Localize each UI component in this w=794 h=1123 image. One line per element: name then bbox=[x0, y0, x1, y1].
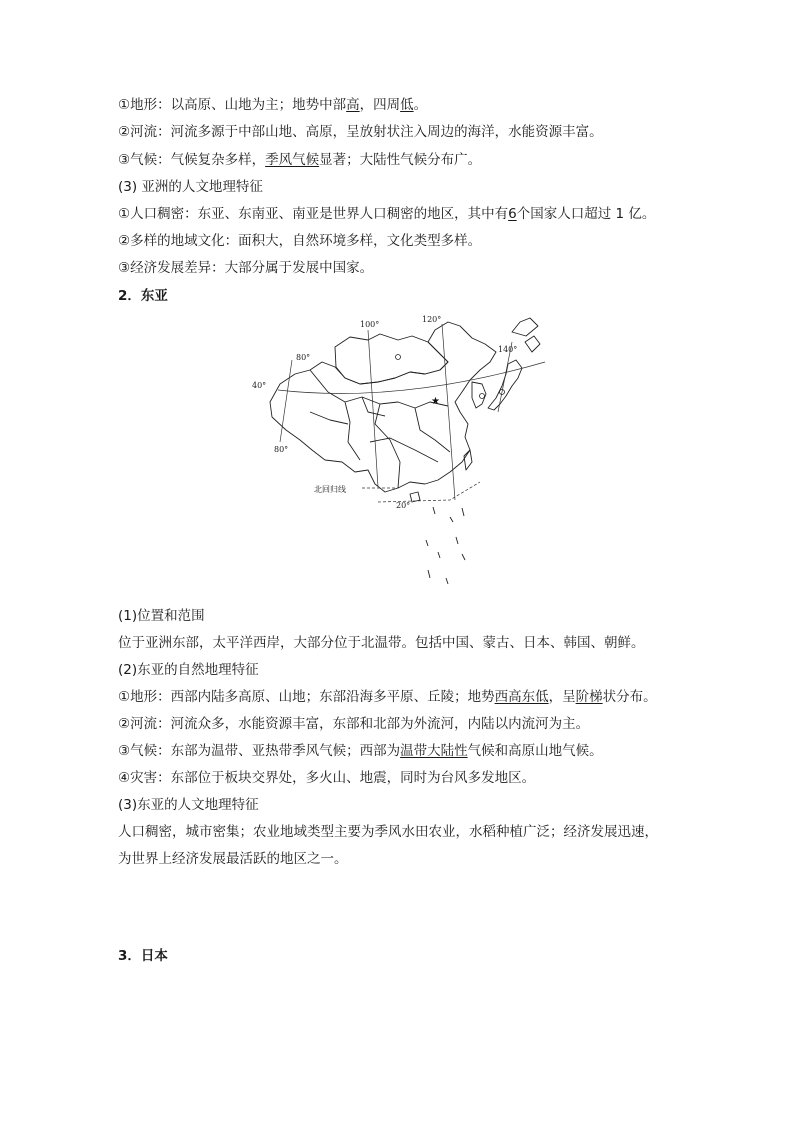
text-segment: ①人口稠密：东亚、东南亚、南亚是世界人口稠密的地区，其中有 bbox=[118, 206, 509, 222]
label-lon-80-top: 80° bbox=[296, 353, 311, 362]
underlined-term: 温带大陆性 bbox=[400, 743, 468, 759]
human-heading: (3)东亚的人文地理特征 bbox=[118, 797, 259, 813]
east-asia-map-svg bbox=[250, 312, 550, 590]
province-lines bbox=[310, 370, 450, 488]
east-asia-map bbox=[250, 312, 550, 590]
boundary-south bbox=[378, 482, 480, 502]
asia-economy-line: ③经济发展差异：大部分属于发展中国家。 bbox=[118, 260, 374, 276]
china-outline bbox=[270, 322, 496, 492]
east-asia-disaster-line: ④灾害：东部位于板块交界处，多火山、地震，同时为台风多发地区。 bbox=[118, 770, 536, 786]
text-segment: 显著；大陆性气候分布广。 bbox=[319, 152, 482, 168]
asia-rivers-line: ②河流：河流多源于中部山地、高原，呈放射状注入周边的海洋，水能资源丰富。 bbox=[118, 124, 603, 140]
label-lon-140: 140° bbox=[498, 345, 518, 354]
text-segment: ，呈 bbox=[548, 689, 576, 705]
underlined-term: 阶梯 bbox=[575, 689, 603, 705]
text-segment: ③气候：气候复杂多样， bbox=[118, 152, 266, 168]
text-segment: 个国家人口超过 1 亿。 bbox=[516, 206, 656, 222]
underlined-term: 低 bbox=[400, 97, 414, 113]
label-lon-80-bottom: 80° bbox=[274, 445, 289, 454]
location-heading: (1)位置和范围 bbox=[118, 608, 205, 624]
asia-human-heading: (3) 亚洲的人文地理特征 bbox=[118, 179, 263, 195]
text-segment: ，四周 bbox=[359, 97, 401, 113]
label-lon-120: 120° bbox=[422, 315, 442, 324]
meridian-120 bbox=[442, 324, 455, 500]
human-line-1: 人口稠密，城市密集；农业地域类型主要为季风水田农业，水稻种植广泛；经济发展迅速， bbox=[118, 824, 658, 840]
east-asia-climate-line bbox=[118, 741, 603, 761]
text-segment: ③气候：东部为温带、亚热带季风气候；西部为 bbox=[118, 743, 401, 759]
east-asia-rivers-line: ②河流：河流众多，水能资源丰富，东部和北部为外流河，内陆以内流河为主。 bbox=[118, 716, 590, 732]
location-text: 位于亚洲东部，太平洋西岸，大部分位于北温带。包括中国、蒙古、日本、韩国、朝鲜。 bbox=[118, 635, 645, 651]
label-lat-20: 20° bbox=[396, 501, 411, 510]
japan-heading: 3．日本 bbox=[118, 948, 168, 964]
underlined-term: 6 bbox=[508, 206, 517, 222]
text-segment: 状分布。 bbox=[602, 689, 657, 705]
label-lon-100: 100° bbox=[360, 320, 380, 329]
east-asia-terrain-line bbox=[118, 687, 657, 707]
text-segment: 气候和高原山地气候。 bbox=[467, 743, 603, 759]
underlined-term: 季风气候 bbox=[265, 152, 320, 168]
asia-terrain-line bbox=[118, 95, 427, 115]
meridian-100 bbox=[368, 330, 378, 487]
text-segment: ①地形：西部内陆多高原、山地；东部沿海多平原、丘陵；地势 bbox=[118, 689, 495, 705]
human-line-2: 为世界上经济发展最活跃的地区之一。 bbox=[118, 851, 348, 867]
text-segment: ①地形：以高原、山地为主；地势中部 bbox=[118, 97, 347, 113]
underlined-term: 西高东低 bbox=[494, 689, 549, 705]
asia-climate-line bbox=[118, 150, 481, 170]
ulaanbaatar-marker bbox=[396, 355, 401, 360]
seoul-marker bbox=[480, 394, 485, 399]
east-asia-heading: 2．东亚 bbox=[118, 288, 168, 304]
label-tropic: 北回归线 bbox=[314, 485, 346, 494]
label-lat-40: 40° bbox=[252, 381, 267, 390]
asia-culture-line: ②多样的地域文化：面积大，自然环境多样，文化类型多样。 bbox=[118, 233, 482, 249]
hainan-outline bbox=[410, 492, 420, 502]
mongolia-outline bbox=[335, 334, 448, 384]
south-sea-islands bbox=[426, 507, 465, 584]
underlined-term: 高 bbox=[346, 97, 360, 113]
beijing-star: ★ bbox=[431, 396, 440, 407]
natural-heading: (2)东亚的自然地理特征 bbox=[118, 662, 259, 678]
asia-population-line bbox=[118, 204, 655, 224]
text-segment: 。 bbox=[413, 97, 428, 113]
far-east-outline bbox=[512, 318, 538, 336]
